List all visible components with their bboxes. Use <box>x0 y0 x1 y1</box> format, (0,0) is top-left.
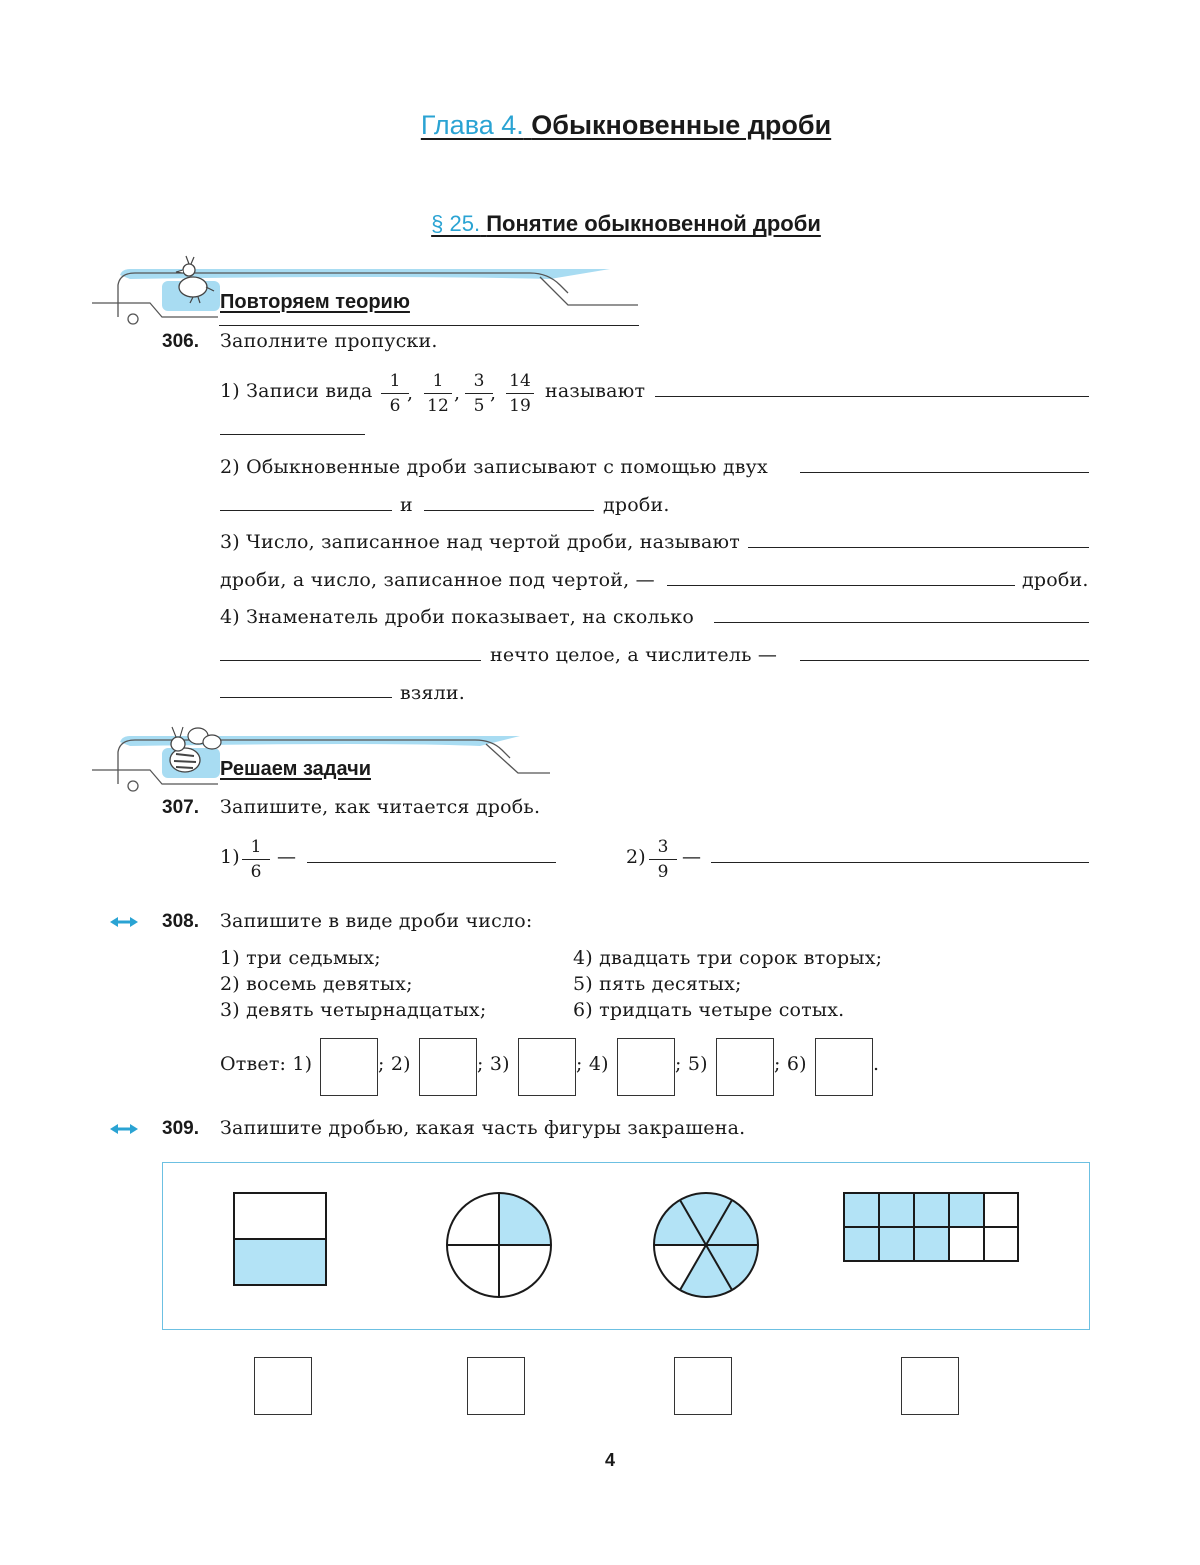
figure-circle-quarters <box>447 1193 551 1297</box>
double-arrow-icon <box>108 1122 140 1136</box>
double-arrow-icon <box>108 915 140 929</box>
comma: , <box>407 382 414 404</box>
task-306-item1-prefix: 1) Записи вида <box>220 380 373 402</box>
answer-sep: . <box>873 1053 880 1075</box>
answer-box[interactable] <box>518 1038 576 1096</box>
blank-line[interactable] <box>748 547 1089 548</box>
blank-line[interactable] <box>800 660 1089 661</box>
figure-grid <box>844 1193 1018 1261</box>
task-308-item: 5) пять десятых; <box>573 973 742 995</box>
chapter-heading <box>0 110 1200 141</box>
blank-line[interactable] <box>220 697 392 698</box>
task-308-prompt: Запишите в виде дроби число: <box>220 910 533 932</box>
fraction: 14 19 <box>500 371 540 416</box>
tasks-banner-title: Решаем задачи <box>220 758 371 780</box>
banner-rule <box>219 325 639 326</box>
answer-sep: ; 4) <box>576 1053 609 1075</box>
blank-line[interactable] <box>714 622 1089 623</box>
section-title: Понятие обыкновенной дроби <box>486 211 821 236</box>
answer-box[interactable] <box>901 1357 959 1415</box>
theory-banner-title: Повторяем теорию <box>220 291 410 313</box>
answer-box[interactable] <box>674 1357 732 1415</box>
fraction: 1 12 <box>418 371 458 416</box>
answer-box[interactable] <box>815 1038 873 1096</box>
task-309-prompt: Запишите дробью, какая часть фигуры закрашена. <box>220 1117 746 1139</box>
task-306-item2: 2) Обыкновенные дроби записывают с помощью двух <box>220 456 768 478</box>
answer-box[interactable] <box>617 1038 675 1096</box>
dash: — <box>682 846 702 868</box>
answer-sep: ; 5) <box>675 1053 708 1075</box>
blank-line[interactable] <box>220 510 392 511</box>
blank-line[interactable] <box>220 660 481 661</box>
task-306-item4-b: нечто целое, а числитель — <box>490 644 778 666</box>
answer-sep: ; 2) <box>378 1053 411 1075</box>
blank-line[interactable] <box>307 862 556 863</box>
fraction: 1 6 <box>375 371 415 416</box>
answer-box[interactable] <box>320 1038 378 1096</box>
task-306-item3-b: дроби, а число, записанное под чертой, — <box>220 569 655 591</box>
task-306-item2-end: дроби. <box>603 494 670 516</box>
figure-circle-sixths <box>654 1193 758 1297</box>
task-306-item3: 3) Число, записанное над чертой дроби, называют <box>220 531 740 553</box>
fraction: 1 6 <box>236 837 276 882</box>
blank-line[interactable] <box>220 434 365 435</box>
task-307-item-label: 1) <box>220 846 240 868</box>
task-306-item3-end: дроби. <box>1022 569 1089 591</box>
blank-line[interactable] <box>655 396 1089 397</box>
task-307-prompt: Запишите, как читается дробь. <box>220 796 541 818</box>
task-306-prompt: Заполните пропуски. <box>220 330 438 352</box>
blank-line[interactable] <box>424 510 594 511</box>
blank-line[interactable] <box>711 862 1089 863</box>
answer-label: Ответ: 1) <box>220 1053 313 1075</box>
answer-sep: ; 3) <box>477 1053 510 1075</box>
page-number: 4 <box>604 1450 615 1470</box>
chapter-title: Обыкновенные дроби <box>531 110 832 140</box>
answer-box[interactable] <box>254 1357 312 1415</box>
dash: — <box>277 846 297 868</box>
task-306-item2-and: и <box>400 494 413 516</box>
figure-rectangle <box>234 1193 326 1285</box>
fraction: 3 5 <box>459 371 499 416</box>
comma: , <box>454 382 461 404</box>
blank-line[interactable] <box>800 472 1089 473</box>
chapter-label: Глава 4. <box>420 110 524 140</box>
task-306-item4-end: взяли. <box>400 682 466 704</box>
section-label: § 25. <box>431 211 481 236</box>
task-308-item: 4) двадцать три сорок вторых; <box>573 947 883 969</box>
task-308-item: 3) девять четырнадцатых; <box>220 999 487 1021</box>
answer-box[interactable] <box>716 1038 774 1096</box>
answer-sep: ; 6) <box>774 1053 807 1075</box>
task-306-item4: 4) Знаменатель дроби показывает, на сколько <box>220 606 694 628</box>
comma: , <box>490 382 497 404</box>
task-307-item-label: 2) <box>626 846 646 868</box>
task-308-item: 6) тридцать четыре сотых. <box>573 999 845 1021</box>
task-308-number: 308. <box>162 911 199 932</box>
task-306-item1-suffix: называют <box>545 380 646 402</box>
answer-box[interactable] <box>467 1357 525 1415</box>
task-306-number: 306. <box>162 331 199 352</box>
fraction: 3 9 <box>643 837 683 882</box>
figures-panel <box>162 1162 1090 1330</box>
task-309-number: 309. <box>162 1118 199 1139</box>
task-308-item: 1) три седьмых; <box>220 947 381 969</box>
section-heading <box>0 211 1200 237</box>
task-308-item: 2) восемь девятых; <box>220 973 413 995</box>
blank-line[interactable] <box>667 585 1015 586</box>
task-307-number: 307. <box>162 797 199 818</box>
answer-box[interactable] <box>419 1038 477 1096</box>
